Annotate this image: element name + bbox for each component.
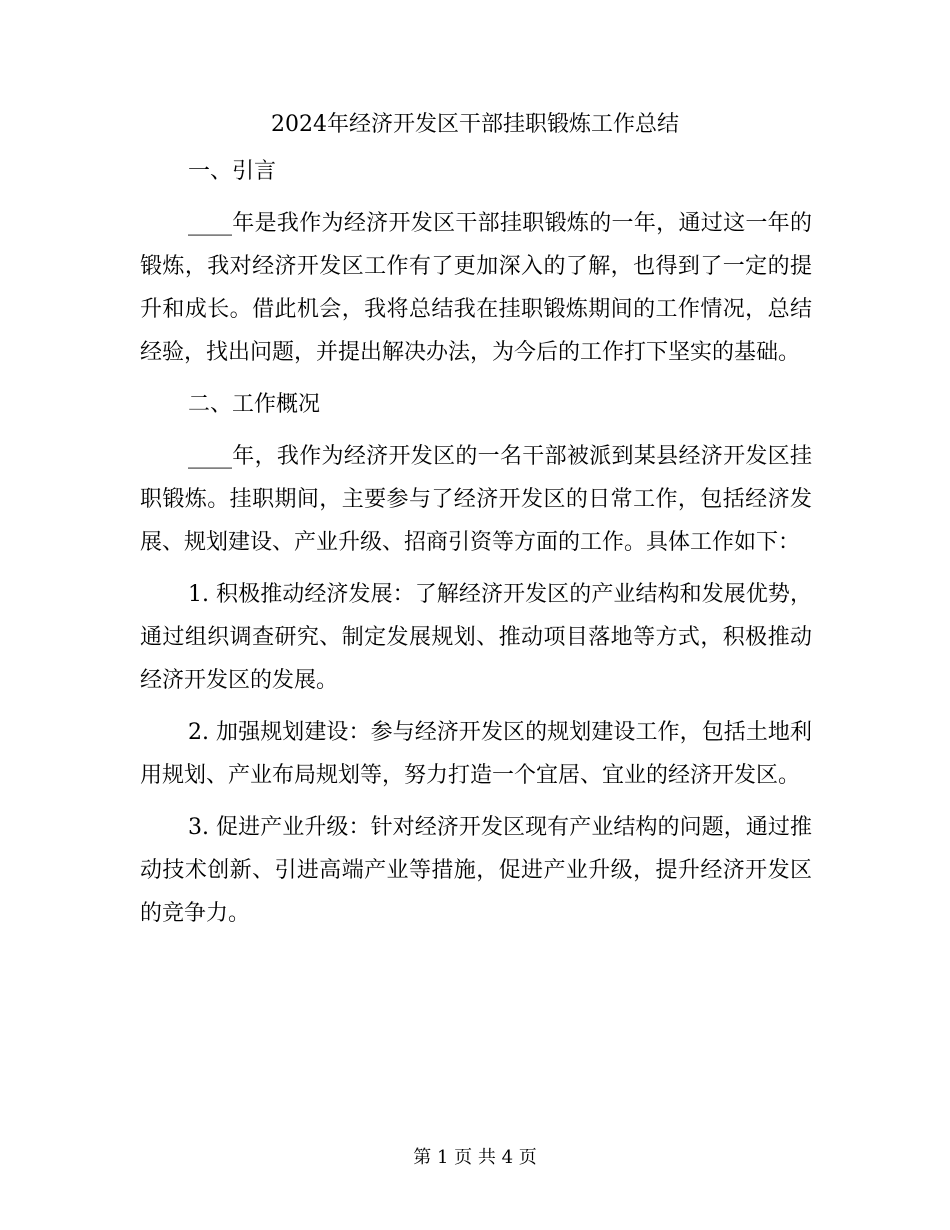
- section-heading-intro: 一、引言: [188, 159, 277, 184]
- section-heading-overview: 二、工作概况: [188, 392, 321, 417]
- paragraph-intro: ____年是我作为经济开发区干部挂职锻炼的一年，通过这一年的锻炼，我对经济开发区工作有了更加深入的了解，也得到了一定的提升和成长。借此机会，我将总结我在挂职锻炼期间的工作情况，总结经验，找出问题，并提出解决办法，为今后的工作打下坚实的基础。: [140, 211, 812, 365]
- list-item-3: 3. 促进产业升级：针对经济开发区现有产业结构的问题，通过推动技术创新、引进高端产业等措施，促进产业升级，提升经济开发区的竞争力。: [140, 815, 812, 926]
- page-number-footer: 第 1 页 共 4 页: [413, 1147, 537, 1168]
- document-body: [140, 150, 812, 944]
- document-title: 2024年经济开发区干部挂职锻炼工作总结: [271, 112, 679, 137]
- paragraph-overview: ____年，我作为经济开发区的一名干部被派到某县经济开发区挂职锻炼。挂职期间，主要参与了经济开发区的日常工作，包括经济发展、规划建设、产业升级、招商引资等方面的工作。具体工作如下：: [140, 444, 812, 555]
- list-item-1: 1. 积极推动经济发展：了解经济开发区的产业结构和发展优势，通过组织调查研究、制定发展规划、推动项目落地等方式，积极推动经济开发区的发展。: [140, 582, 812, 693]
- list-item-2: 2. 加强规划建设：参与经济开发区的规划建设工作，包括土地利用规划、产业布局规划等，努力打造一个宜居、宜业的经济开发区。: [140, 720, 812, 788]
